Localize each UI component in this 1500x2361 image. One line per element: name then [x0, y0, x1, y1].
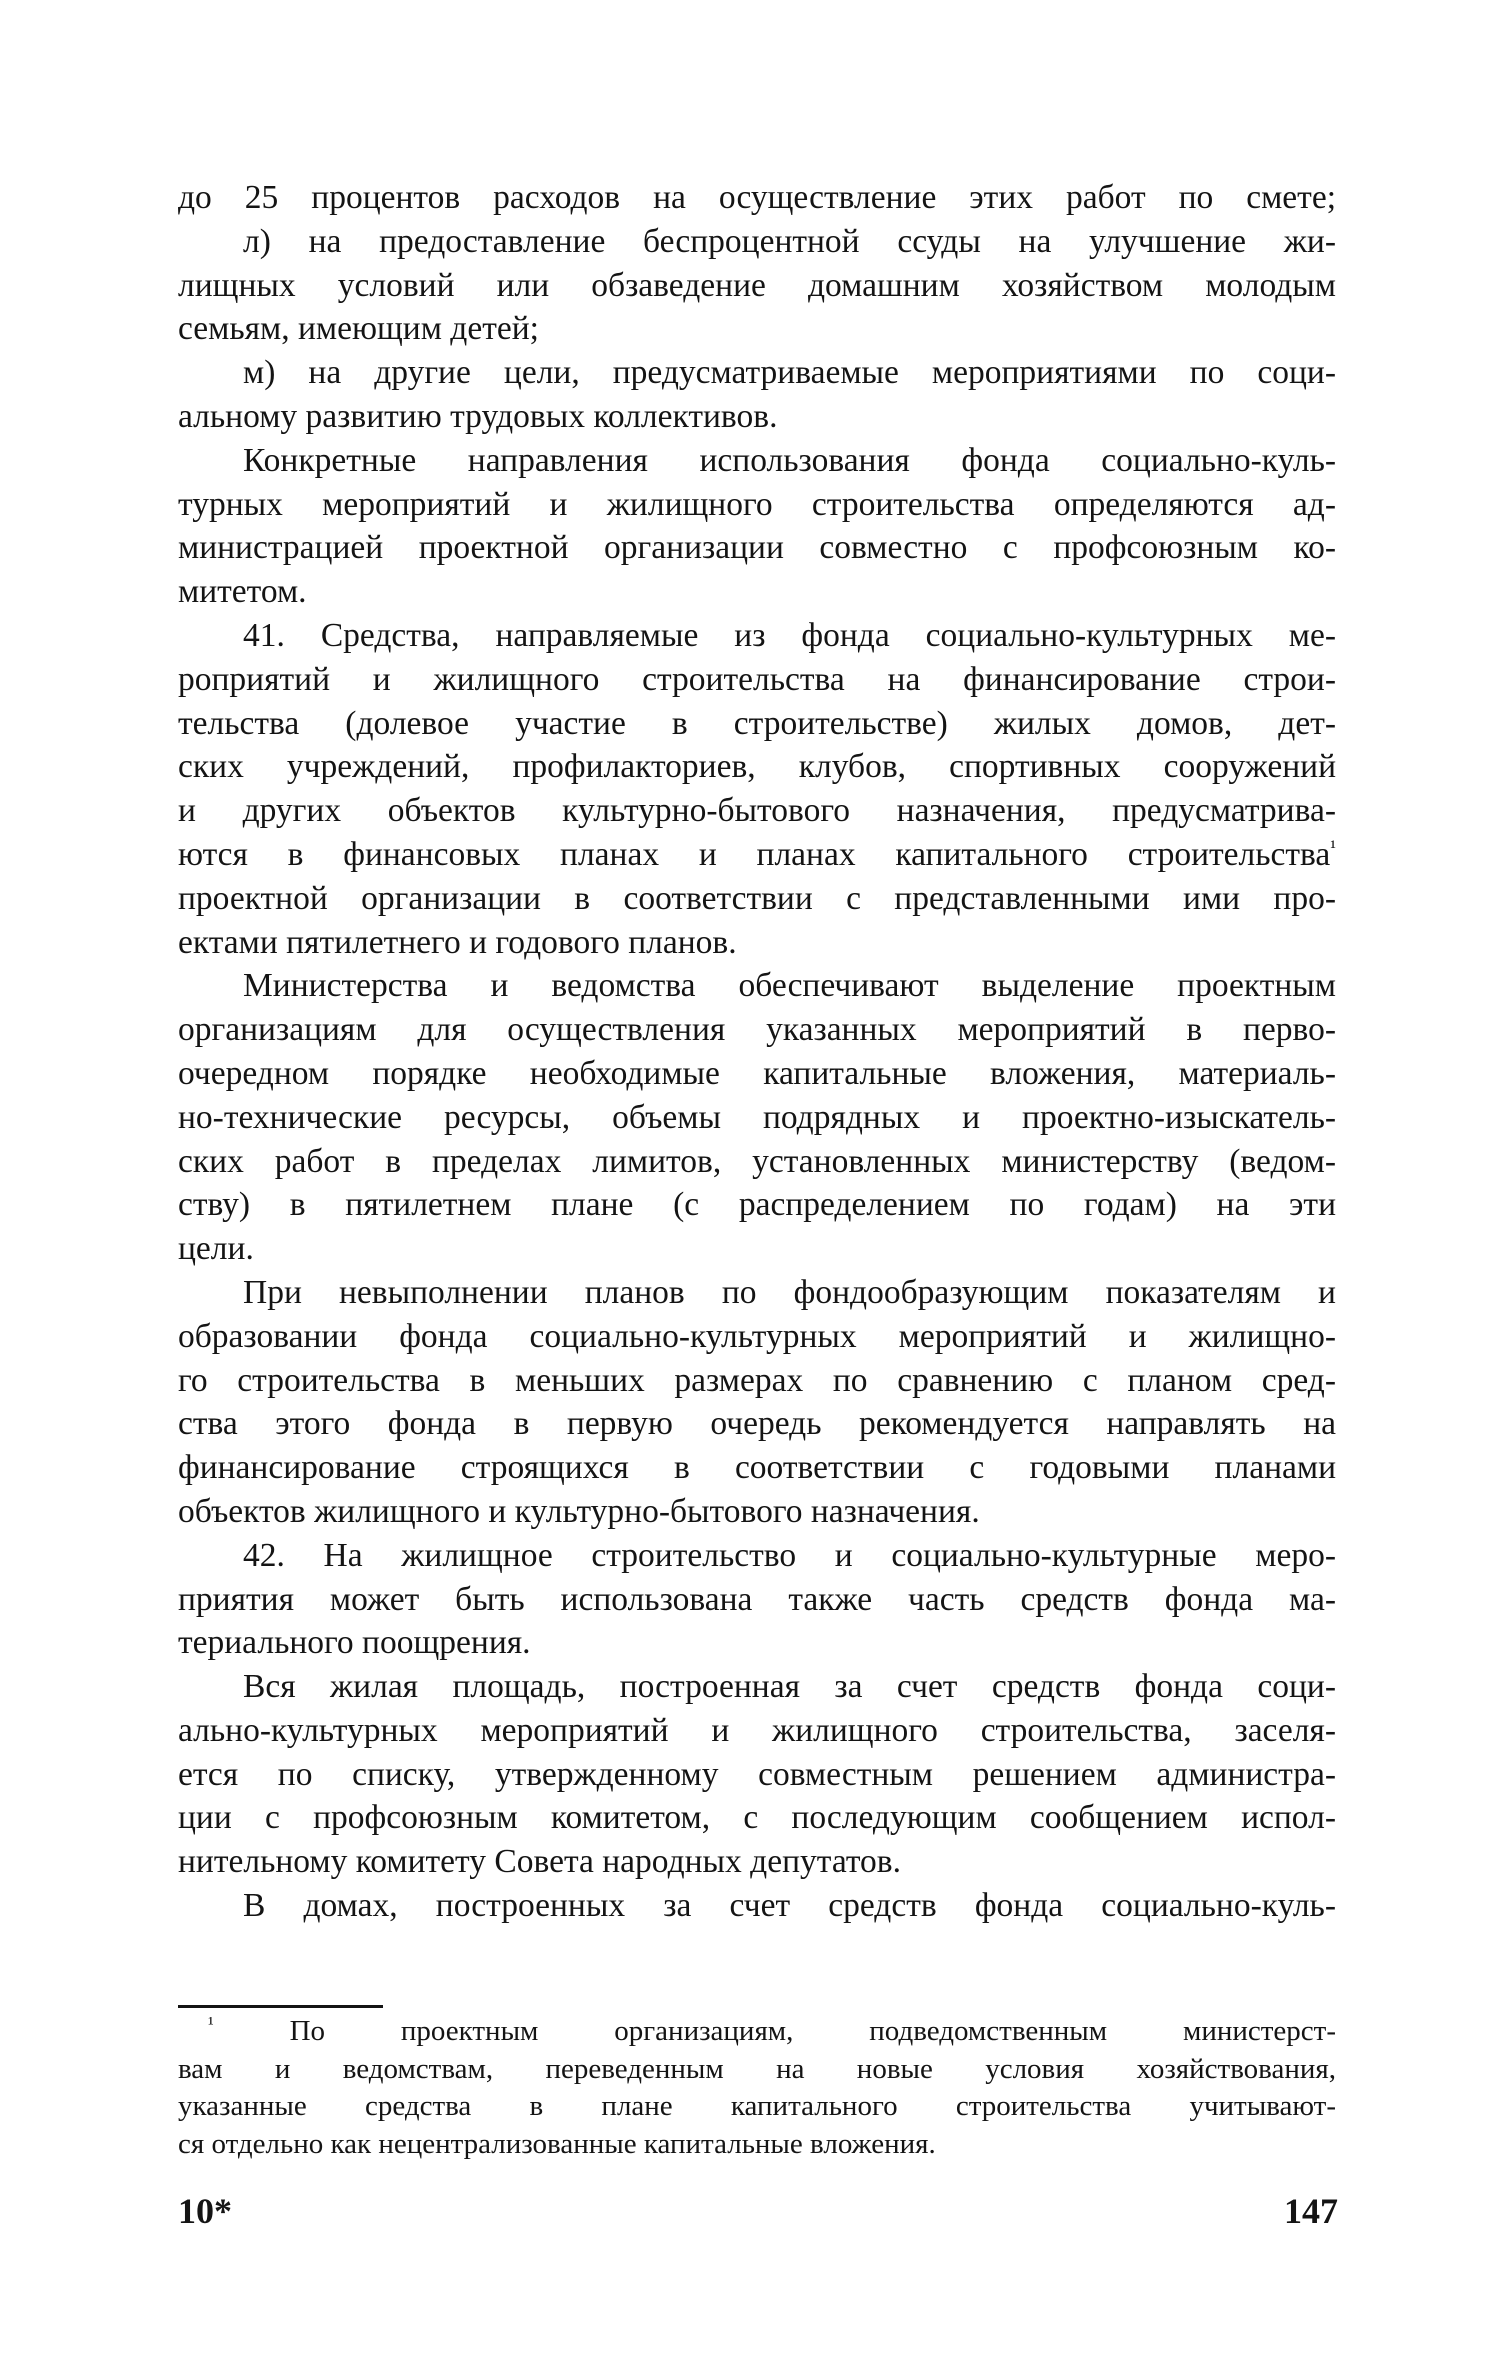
text-line-content: ется по списку, утвержденному совместным решением администра- [178, 1755, 1336, 1793]
text-line-content: финансирование строящихся в соответствии с годовыми планами [178, 1449, 1336, 1487]
text-line-content: л) на предоставление беспроцентной ссуды на улучшение жи- [243, 222, 1336, 260]
text-line-content: ектами пятилетнего и годового планов. [178, 923, 737, 961]
text-line-content: но-технические ресурсы, объемы подрядных и проектно-изыскатель- [178, 1098, 1336, 1136]
footnote-line [178, 2051, 1336, 2089]
text-line-content: Министерства и ведомства обеспечивают выделение проектным [243, 967, 1336, 1005]
text-line [178, 1753, 1336, 1797]
text-line-content: ству) в пятилетнем плане (с распределением по годам) на эти [178, 1186, 1336, 1224]
text-line [178, 1884, 1336, 1928]
text-line-content: го строительства в меньших размерах по сравнению с планом сред- [178, 1361, 1336, 1399]
text-line [178, 1621, 1336, 1665]
footnote-line-content: указанные средства в плане капитального строительства учитывают- [178, 2090, 1336, 2122]
text-line [178, 1446, 1336, 1490]
text-line [178, 307, 1336, 351]
page-number: 147 [1284, 2191, 1338, 2231]
text-line-content: тельства (долевое участие в строительстве) жилых домов, дет- [178, 704, 1336, 742]
text-line [178, 1052, 1336, 1096]
text-line [178, 1140, 1336, 1184]
text-line-content: Конкретные направления использования фонда социально-куль- [243, 441, 1336, 479]
text-line [178, 1096, 1336, 1140]
text-line-content: цели. [178, 1230, 254, 1268]
text-line-content: роприятий и жилищного строительства на финансирование строи- [178, 660, 1336, 698]
text-line [178, 614, 1336, 658]
text-line [178, 1359, 1336, 1403]
text-line-content: м) на другие цели, предусматриваемые мероприятиями по соци- [243, 354, 1336, 392]
footnote-separator [178, 2005, 383, 2008]
text-line-content: и других объектов культурно-бытового назначения, предусматрива- [178, 792, 1336, 830]
text-line [178, 264, 1336, 308]
text-line-content: ских работ в пределах лимитов, установленных министерству (ведом- [178, 1142, 1336, 1180]
footnote-line [178, 2088, 1336, 2126]
footnote-line-content: вам и ведомствам, переведенным на новые условия хозяйствования, [178, 2052, 1336, 2085]
text-line [178, 921, 1336, 965]
body-text [178, 176, 1336, 1928]
text-line-content: очередном порядке необходимые капитальные вложения, материаль- [178, 1054, 1336, 1092]
text-line-content: организациям для осуществления указанных мероприятий в перво- [178, 1011, 1336, 1049]
text-line [178, 658, 1336, 702]
text-line [178, 1840, 1336, 1884]
text-line [178, 1665, 1336, 1709]
text-line [178, 1796, 1336, 1840]
text-line [178, 220, 1336, 264]
text-line-content: до 25 процентов расходов на осуществление этих работ по смете; [178, 179, 1336, 216]
text-line-content: При невыполнении планов по фондообразующим показателям и [243, 1273, 1336, 1311]
text-line [178, 1227, 1336, 1271]
text-line-content: митетом. [178, 573, 307, 611]
text-line-content: ально-культурных мероприятий и жилищного строительства, заселя- [178, 1711, 1336, 1749]
text-line [178, 745, 1336, 789]
footnote-reference: ¹ [1330, 836, 1336, 858]
text-line [178, 877, 1336, 921]
footnote-mark: ¹ [208, 2013, 214, 2035]
text-line [178, 1709, 1336, 1753]
text-line-content: териального поощрения. [178, 1624, 531, 1662]
footnote [178, 2013, 1336, 2163]
text-line [178, 1578, 1336, 1622]
footnote-line-content: По проектным организациям, подведомственным министерст- [289, 2015, 1336, 2047]
text-line [178, 526, 1336, 570]
text-line-content: ются в финансовых планах и планах капитального строительства [178, 835, 1331, 873]
text-line [178, 1271, 1336, 1315]
text-line-content: образовании фонда социально-культурных мероприятий и жилищно- [178, 1317, 1336, 1355]
text-line [178, 1534, 1336, 1578]
text-line-content: альному развитию трудовых коллективов. [178, 397, 778, 435]
text-line [178, 1402, 1336, 1446]
text-line-content: ства этого фонда в первую очередь рекомендуется направлять на [178, 1405, 1336, 1443]
text-line-content: В домах, построенных за счет средств фонда социально-куль- [243, 1887, 1336, 1925]
text-line [178, 789, 1336, 833]
text-line [178, 395, 1336, 439]
text-line-content: ции с профсоюзным комитетом, с последующим сообщением испол- [178, 1799, 1336, 1837]
text-line-content: приятия может быть использована также часть средств фонда ма- [178, 1580, 1336, 1618]
text-line-content: 42. На жилищное строительство и социально-культурные меро- [243, 1536, 1336, 1574]
text-line-content: 41. Средства, направляемые из фонда социально-культурных ме- [243, 616, 1336, 654]
text-line-content: министрацией проектной организации совместно с профсоюзным ко- [178, 529, 1336, 567]
text-line [178, 176, 1336, 220]
text-line-content: проектной организации в соответствии с представленными ими про- [178, 879, 1336, 917]
text-line [178, 439, 1336, 483]
footnote-line [178, 2126, 1336, 2164]
text-line-content: семьям, имеющим детей; [178, 310, 539, 348]
footnote-line [178, 2013, 1336, 2051]
text-line [178, 351, 1336, 395]
text-line [178, 702, 1336, 746]
text-line-content: турных мероприятий и жилищного строительства определяются ад- [178, 485, 1336, 523]
text-line [178, 1183, 1336, 1227]
text-line-content: Вся жилая площадь, построенная за счет средств фонда соци- [243, 1668, 1336, 1706]
text-line-content: ских учреждений, профилакториев, клубов, спортивных сооружений [178, 748, 1336, 786]
text-line [178, 1008, 1336, 1052]
text-line-content: объектов жилищного и культурно-бытового назначения. [178, 1492, 980, 1530]
text-line-content: лищных условий или обзаведение домашним хозяйством молодым [178, 266, 1336, 304]
text-line [178, 570, 1336, 614]
text-line [178, 1490, 1336, 1534]
footnote-line-content: ся отдельно как нецентрализованные капитальные вложения. [178, 2127, 936, 2160]
text-line [178, 833, 1336, 877]
text-line [178, 964, 1336, 1008]
text-line [178, 483, 1336, 527]
text-line [178, 1315, 1336, 1359]
text-line-content: нительному комитету Совета народных депутатов. [178, 1843, 901, 1881]
signature-mark: 10* [178, 2191, 232, 2231]
